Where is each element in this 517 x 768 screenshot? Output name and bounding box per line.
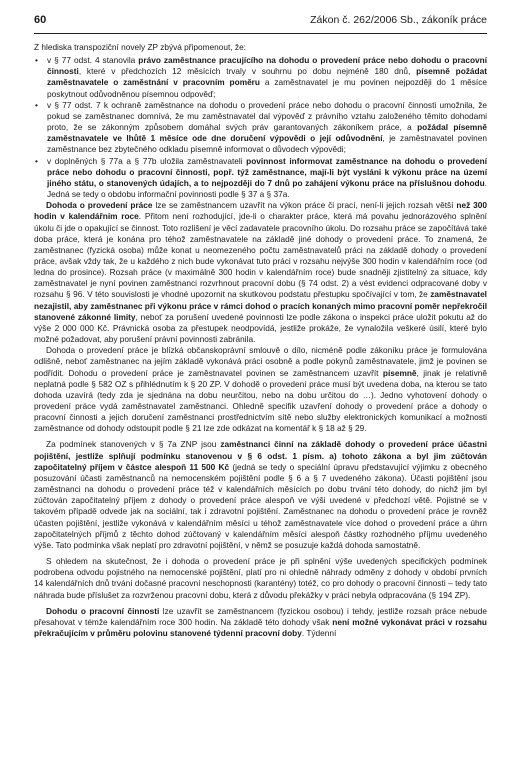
bullet-item bbox=[34, 156, 487, 201]
bold-text: písemně bbox=[382, 367, 417, 378]
page-header bbox=[34, 14, 487, 30]
paragraph-text: . Přitom není rozhodující, jde-li o charakter práce, která má povahu jednorázového splnění úkolu či jde o opakující se činnost. Toto rozlišení je věcí zadavatele pracovního úkolu. Do rozsahu práce se započítává také doba práce, která je konána pro téhož zaměstnavatele na základě jiné dohody o provedení práce. To znamená, že zaměstnanec (fyzická osoba) může konat u neomezeného počtu zaměstnavatelů práci na základě dohody o provedení práce, avšak vždy tak, že u každého z nich bude vykonávat tuto práci v rozsahu nejvýše 300 hodin v kalendářním roce (od ledna do prosince). Rozsah práce (v maximálně 300 hodin v kalendářním roce) bude snadněji zjistitelný za situace, kdy zaměstnavatel je nyní povinen zaměstnanci rozvrhnout pracovní dobu (§ 74 odst. 2) a vést evidenci odpracované doby v rozsahu § 96. V této souvislosti je vhodné upozornit na skutkovou podstatu přestupku spočívající v tom, že bbox=[34, 211, 487, 300]
paragraph-text: (jedná se tedy o speciální úpravu představující výjimku z obecného posuzování účasti zaměstnanců na nemocenském pojištění podle § 6 a § 7 uvedeného zákona). Účasti pojištění jsou zaměstnanci na dohodu o provedení práce též v kalendářních měsících po dobu trvání této dohody, do nichž jim byl zúčtován započitatelný příjem z dohody o provedení práce alespoň ve výši uvedené v předchozí větě. Pojistné se v takovém případě odvede jak na sociální, tak i zdravotní pojištění. Zaměstnanec na dohodu o provedení práce je rovněž účasten pojištění, jestliže vykonává v kalendářním měsíci u téhož zaměstnavatele více dohod o provedení práce a úhrn započitatelných příjmů z těchto dohod zúčtovaný v kalendářním měsíci alespoň částky rozhodného příjmu uvedeného výše. Tato podmínka však neplatí pro zdravotní pojištění, v němž se posuzuje každá dohoda samostatně. bbox=[34, 461, 487, 550]
paragraph-text: lze se zaměstnancem uzavřít na výkon práce či prací, není-li jejich rozsah větší bbox=[152, 200, 457, 211]
bullet-bold-text: právo zaměstnance pracujícího na dohodu o provedení práce nebo dohodu o pracovní činnosti bbox=[47, 55, 487, 77]
bullet-text: . Jedná se tedy o obdobu informační povinnosti podle § 37 a § 37a. bbox=[47, 177, 487, 200]
bold-text: zaměstnavatel nezajistil, aby zaměstnanec při výkonu práce v rámci dohod o pracích konaných mimo pracovní poměr nepřekročil stanovené zákonné limity bbox=[34, 289, 487, 322]
bullet-icon: • bbox=[35, 55, 38, 66]
paragraph-dohoda-pracovni-cinnosti bbox=[34, 606, 487, 639]
bullet-icon: • bbox=[35, 155, 38, 166]
bold-term: Dohoda o provedení práce bbox=[46, 200, 153, 211]
bullet-bold-text: písemně požádat zaměstnavatele o zaměstnání v pracovním poměru bbox=[47, 66, 487, 88]
bold-text: než 300 hodin v kalendářním roce bbox=[34, 200, 487, 222]
bold-text: není možné vykonávat práci v rozsahu překračujícím v průměru polovinu stanovené týdenní pracovní doby bbox=[34, 616, 487, 638]
running-title: Zákon č. 262/2006 Sb., zákoník práce bbox=[310, 14, 487, 26]
paragraph-pojisteni bbox=[34, 439, 487, 551]
paragraph-text: , neboť za porušení uvedené povinnosti lze podle zákona o inspekci práce uložit pokutu až do výše 2 000 000 Kč. Právnická osoba za přestupek neodpovídá, jestliže prokáže, že vynaložila veškeré úsilí, které bylo možné požadovat, aby porušení právní povinnosti zabránila. bbox=[34, 311, 487, 345]
header-rule bbox=[34, 33, 487, 34]
bullet-icon: • bbox=[35, 99, 38, 110]
bullet-list bbox=[34, 55, 487, 200]
paragraph-text: Dohoda o provedení práce je blízká občanskoprávní smlouvě o dílo, nicméně podle zákoníku práce je formulována odlišně, neboť zaměstnanec na jejím základě vykonává práci osobně a podle pokynů zaměstnavatele, jimž je povinen se podřídit. Dohodu o provedení práce je zaměstnavatel povinen se zaměstnancem uzavřít bbox=[34, 345, 487, 378]
bullet-text: a zaměstnavatel je mu povinen nejpozději do 1 měsíce poskytnout odůvodněnou písemnou odpověď; bbox=[47, 77, 487, 99]
bold-text: zaměstnanci činní na základě dohody o provedení práce účastni pojištění, jestliže splňují podmínku stanovenou v § 6 odst. 1 písm. a) tohoto zákona a byl jim zúčtován započitatelný příjem v částce alespoň 11 500 Kč bbox=[34, 439, 487, 472]
paragraph-dohoda-provedeni-prace bbox=[34, 200, 487, 345]
bullet-text: v doplněných § 77a a § 77b uložila zaměstnavateli bbox=[47, 155, 247, 166]
paragraph-text: lze uzavřít se zaměstnancem (fyzickou osobou) i tehdy, jestliže rozsah práce nebude přesahovat v témže kalendářním roce 300 hodin. Na základě této dohody však bbox=[34, 605, 487, 627]
bullet-text: , které v předchozích 12 měsících trvaly v souhrnu po dobu nejméně 180 dnů, bbox=[78, 66, 417, 77]
paragraph-obcanskopravni bbox=[34, 345, 487, 434]
bullet-text: v § 77 odst. 4 stanovila bbox=[47, 55, 139, 66]
bullet-item bbox=[34, 55, 487, 100]
bullet-text: , je zaměstnavatel povinen zaměstnance bez zbytečného odkladu písemně informovat o důvodech výpovědi; bbox=[47, 133, 487, 155]
paragraph-text: . Týdenní bbox=[301, 627, 337, 638]
paragraph-text: Za podmínek stanovených v § 7a ZNP jsou bbox=[46, 439, 221, 450]
bold-term: Dohodu o pracovní činnosti bbox=[46, 605, 160, 616]
paragraph-nahrada-odmeny bbox=[34, 556, 487, 601]
paragraph-text: S ohledem na skutečnost, že i dohoda o provedení práce je při splnění výše uvedených specifických podmínek podrobena odvodu pojistného na nemocenské pojištění, platí pro ni ohledně náhrady odměny z dohody v období prvních 14 kalendářních dnů trvání dočasné pracovní neschopnosti (karantény) totéž, co pro dohody o pracovní činnosti – tedy tato náhrada bude příslušet za rozvrženou pracovní dobu, která z důvodu překážky v práci nebyla odpracována (§ 194 ZP). bbox=[34, 556, 487, 600]
paragraph-text: , jinak je relativně neplatná podle § 582 OZ s přihlédnutím k § 20 ZP. V dohodě o provedení práce musí být uvedena doba, na kterou se tato dohoda uzavírá (tedy zda je sjednána na dobu neurčitou, nebo na dobu určitou do …). Jedno vyhotovení dohody o provedení práce vydá zaměstnavatel zaměstnanci. Ohledně specifik uzavření dohody o provedení práce a dohody o pracovní činnosti a jejich doručení zaměstnanci prostřednictvím sítě nebo služby elektronických komunikací a možnosti zaměstnance od dohody odstoupit podle § 21 lze zde odkázat na komentář k § 18 až § 29. bbox=[34, 367, 487, 434]
bullet-text: v § 77 odst. 7 k ochraně zaměstnance na dohodu o provedení práce nebo dohodu o pracovní činnosti umožnila, že pokud se zaměstnanec domnívá, že mu zaměstnavatel dal výpověď z právního vztahu založeného těmito dohodami proto, že se zákonným způsobem domáhal svých práv garantovaných zákoníkem práce, a bbox=[47, 99, 487, 133]
page-number: 60 bbox=[34, 14, 47, 26]
bullet-bold-text: požádal písemně zaměstnavatele ve lhůtě 1 měsíce ode dne doručení výpovědi o její odůvodnění bbox=[47, 122, 487, 144]
body-text bbox=[34, 42, 487, 639]
bullet-bold-text: povinnost informovat zaměstnance na dohodu o provedení práce nebo dohodu o pracovní činnosti, popř. týž zaměstnance, mají-li být vysláni k výkonu práce na území jiného státu, o stanovených údajích, a to nejpozději do 7 dnů po zahájení výkonu práce na příslušnou dohodu bbox=[47, 155, 487, 188]
bullet-item bbox=[34, 100, 487, 156]
intro-line: Z hlediska transpoziční novely ZP zbývá připomenout, že: bbox=[34, 42, 246, 52]
